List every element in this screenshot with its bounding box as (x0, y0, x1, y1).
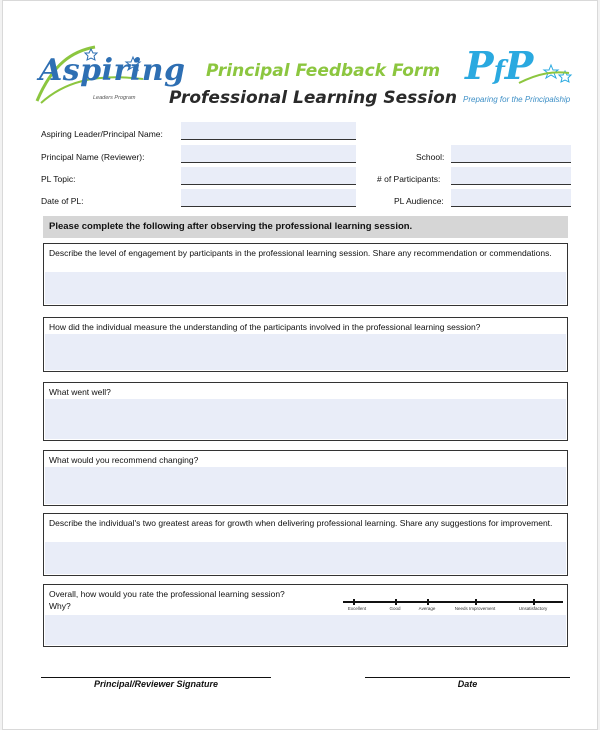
aspiring-wordmark: Aspiring (39, 53, 186, 88)
rating-label-average: Average (418, 606, 436, 611)
rating-label-good: Good (389, 606, 401, 611)
date-of-pl-label: Date of PL: (41, 196, 84, 206)
num-participants-input[interactable] (451, 167, 571, 185)
aspiring-leader-input[interactable] (181, 122, 356, 140)
pfp-wordmark: PfP (465, 43, 534, 88)
question-text: How did the individual measure the understanding of the participants involved in the professional learning session? (49, 322, 481, 332)
form-page (2, 0, 598, 730)
aspiring-leader-label: Aspiring Leader/Principal Name: (41, 129, 163, 139)
question-box-went-well[interactable] (43, 382, 568, 441)
rating-tick[interactable] (475, 599, 477, 605)
pl-topic-input[interactable] (181, 167, 356, 185)
signature-label: Principal/Reviewer Signature (93, 679, 219, 689)
question-text: Describe the individual's two greatest areas for growth when delivering professional learning. Share any suggestions for improvement. (49, 518, 553, 528)
rating-tick[interactable] (427, 599, 429, 605)
pl-audience-label: PL Audience: (394, 196, 444, 206)
principal-reviewer-input[interactable] (181, 145, 356, 163)
answer-field[interactable] (45, 272, 566, 304)
date-label: Date (457, 679, 478, 689)
question-text: What went well? (49, 387, 111, 397)
instruction-bar: Please complete the following after observing the professional learning session. (43, 216, 568, 238)
answer-field[interactable] (45, 399, 566, 439)
question-text: What would you recommend changing? (49, 455, 199, 465)
date-of-pl-input[interactable] (181, 189, 356, 207)
question-box-growth-areas[interactable] (43, 513, 568, 576)
pfp-logo (459, 43, 589, 113)
question-text: Describe the level of engagement by participants in the professional learning session. Share any recommendation or commendations. (49, 248, 552, 258)
question-box-overall-rating[interactable] (43, 584, 568, 647)
pl-audience-input[interactable] (451, 189, 571, 207)
rating-label-needs-improvement: Needs Improvement (454, 606, 496, 611)
school-label: School: (416, 152, 445, 162)
question-box-engagement[interactable] (43, 243, 568, 306)
rating-tick[interactable] (353, 599, 355, 605)
rating-label-excellent: Excellent (347, 606, 367, 611)
answer-field[interactable] (45, 542, 566, 574)
stars-icon (459, 43, 589, 93)
num-participants-label: # of Participants: (377, 174, 441, 184)
question-box-understanding[interactable] (43, 317, 568, 372)
rating-tick[interactable] (533, 599, 535, 605)
title-line-1: Principal Feedback Form (205, 61, 441, 81)
signature-line[interactable] (41, 677, 271, 678)
school-input[interactable] (451, 145, 571, 163)
rating-scale-line (343, 601, 563, 603)
principal-reviewer-label: Principal Name (Reviewer): (41, 152, 145, 162)
rating-scale[interactable] (343, 599, 563, 613)
title-line-2: Professional Learning Session (169, 88, 457, 108)
answer-field[interactable] (45, 467, 566, 504)
rating-tick[interactable] (395, 599, 397, 605)
aspiring-subtitle: Leaders Program (93, 95, 136, 101)
date-line[interactable] (365, 677, 570, 678)
rating-label-unsatisfactory: Unsatisfactory (518, 606, 548, 611)
answer-field[interactable] (45, 615, 566, 645)
question-text: Overall, how would you rate the professional learning session? Why? (49, 589, 285, 611)
question-box-recommend-changing[interactable] (43, 450, 568, 506)
aspiring-logo (33, 43, 186, 113)
answer-field[interactable] (45, 334, 566, 370)
pfp-tagline: Preparing for the Principalship (463, 95, 571, 104)
pl-topic-label: PL Topic: (41, 174, 76, 184)
form-title (163, 61, 463, 108)
